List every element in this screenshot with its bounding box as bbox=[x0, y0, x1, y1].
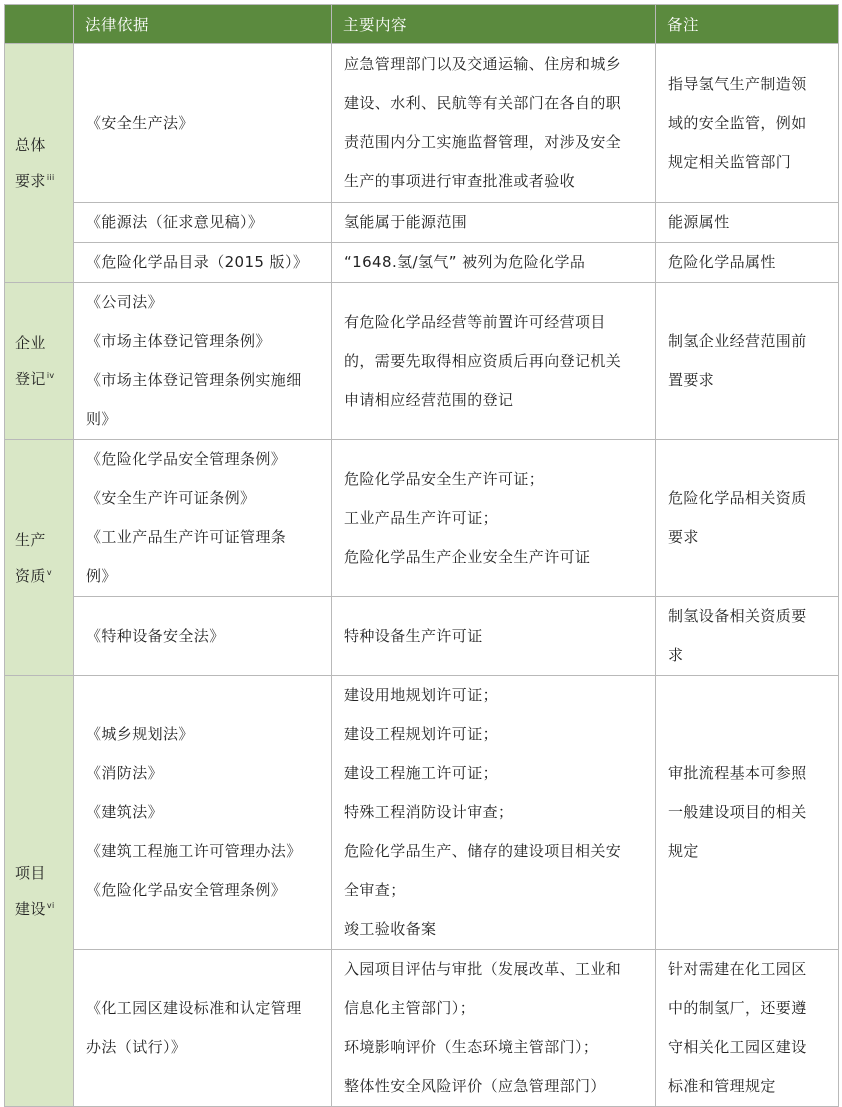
content-cell bbox=[332, 203, 656, 243]
content-line: 特种设备生产许可证 bbox=[344, 626, 483, 645]
category-label-line: 总体 bbox=[15, 136, 46, 154]
category-label-line: 生产 bbox=[15, 530, 46, 549]
law-line: 《工业产品生产许可证管理条 bbox=[86, 528, 287, 546]
content-line: 建设工程施工许可证； bbox=[344, 764, 499, 782]
law-line: 《建筑工程施工许可管理办法》 bbox=[86, 842, 302, 860]
category-cell bbox=[5, 676, 74, 1107]
law-line: 《安全生产许可证条例》 bbox=[86, 489, 256, 507]
header-remarks: 备注 bbox=[656, 5, 839, 44]
law-line: 《建筑法》 bbox=[86, 803, 164, 821]
law-line: 《市场主体登记管理条例》 bbox=[86, 332, 271, 350]
note-line: 标准和管理规定 bbox=[668, 1077, 776, 1095]
category-label-line: 登记$^{iv}$ bbox=[15, 370, 55, 388]
content-line: 生产的事项进行审查批准或者验收 bbox=[344, 172, 576, 190]
law-line: 办法（试行）》 bbox=[86, 1038, 187, 1056]
content-line: 全审查； bbox=[344, 881, 406, 899]
law-cell bbox=[74, 440, 332, 597]
law-line: 《能源法（征求意见稿）》 bbox=[86, 213, 264, 231]
note-line: 置要求 bbox=[668, 371, 715, 389]
note-line: 制氢企业经营范围前 bbox=[668, 332, 807, 350]
regulation-table bbox=[4, 4, 839, 1107]
note-line: 制氢设备相关资质要 bbox=[668, 607, 807, 625]
law-line: 《安全生产法》 bbox=[86, 113, 194, 132]
note-line: 危险化学品相关资质 bbox=[668, 489, 807, 507]
table-row bbox=[5, 283, 839, 440]
content-line: 环境影响评价（生态环境主管部门）； bbox=[344, 1038, 599, 1056]
content-line: 氢能属于能源范围 bbox=[344, 213, 468, 231]
law-line: 《城乡规划法》 bbox=[86, 725, 194, 743]
note-cell bbox=[656, 44, 839, 203]
law-line: 《危险化学品安全管理条例》 bbox=[86, 881, 287, 899]
table-row bbox=[5, 203, 839, 243]
content-line: 建设、水利、民航等有关部门在各自的职 bbox=[344, 94, 622, 112]
content-cell bbox=[332, 440, 656, 597]
note-cell bbox=[656, 440, 839, 597]
table-row bbox=[5, 597, 839, 676]
content-cell bbox=[332, 243, 656, 283]
law-cell bbox=[74, 243, 332, 283]
note-cell bbox=[656, 676, 839, 950]
category-label-line: 企业 bbox=[15, 334, 46, 352]
category-label-line: 项目 bbox=[15, 864, 46, 882]
law-line: 《危险化学品安全管理条例》 bbox=[86, 450, 287, 468]
content-line: 入园项目评估与审批（发展改革、工业和 bbox=[344, 960, 622, 978]
note-line: 指导氢气生产制造领 bbox=[668, 74, 807, 93]
content-line: 信息化主管部门）； bbox=[344, 999, 476, 1017]
law-line: 《消防法》 bbox=[86, 764, 164, 782]
category-cell bbox=[5, 283, 74, 440]
content-line: 整体性安全风险评价（应急管理部门） bbox=[344, 1077, 606, 1095]
footnote-marker: vi bbox=[46, 901, 55, 910]
law-cell bbox=[74, 676, 332, 950]
footnote-marker: iii bbox=[46, 173, 55, 182]
table-row bbox=[5, 676, 839, 950]
content-line: 危险化学品生产、储存的建设项目相关安 bbox=[344, 842, 622, 860]
content-cell bbox=[332, 44, 656, 203]
content-line: 建设工程规划许可证； bbox=[344, 725, 499, 743]
category-label-line: 建设$^{vi}$ bbox=[15, 900, 55, 918]
content-line: 的，需要先取得相应资质后再向登记机关 bbox=[344, 351, 622, 370]
note-line: 求 bbox=[668, 646, 684, 664]
note-cell bbox=[656, 283, 839, 440]
content-line: 责范围内分工实施监督管理，对涉及安全 bbox=[344, 133, 622, 151]
note-cell bbox=[656, 243, 839, 283]
header-law-basis: 法律依据 bbox=[74, 5, 332, 44]
header-main-content: 主要内容 bbox=[332, 5, 656, 44]
note-line: 域的安全监管，例如 bbox=[668, 113, 807, 132]
note-line: 要求 bbox=[668, 528, 699, 546]
law-cell bbox=[74, 203, 332, 243]
table-row bbox=[5, 243, 839, 283]
category-label-line: 资质$^v$ bbox=[15, 566, 52, 585]
category-cell bbox=[5, 440, 74, 676]
content-line: 特殊工程消防设计审查； bbox=[344, 803, 514, 821]
category-cell bbox=[5, 44, 74, 283]
law-cell bbox=[74, 950, 332, 1107]
content-line: 申请相应经营范围的登记 bbox=[344, 390, 514, 409]
law-line: 《化工园区建设标准和认定管理 bbox=[86, 999, 302, 1017]
content-line: 危险化学品安全生产许可证； bbox=[344, 469, 545, 488]
footnote-marker: iv bbox=[46, 371, 55, 380]
footnote-marker: v bbox=[46, 567, 52, 577]
note-cell bbox=[656, 597, 839, 676]
law-line: 《市场主体登记管理条例实施细 bbox=[86, 371, 302, 389]
content-line: 工业产品生产许可证； bbox=[344, 508, 499, 527]
law-line: 《危险化学品目录（2015 版）》 bbox=[86, 253, 309, 271]
law-cell bbox=[74, 597, 332, 676]
note-cell bbox=[656, 203, 839, 243]
header-category bbox=[5, 5, 74, 44]
note-line: 能源属性 bbox=[668, 213, 730, 231]
note-line: 审批流程基本可参照 bbox=[668, 764, 807, 782]
header-row bbox=[5, 5, 839, 44]
content-cell bbox=[332, 676, 656, 950]
note-line: 中的制氢厂，还要遵 bbox=[668, 999, 807, 1017]
table-row bbox=[5, 950, 839, 1107]
content-line: 建设用地规划许可证； bbox=[344, 686, 499, 704]
note-line: 规定 bbox=[668, 842, 699, 860]
law-cell bbox=[74, 283, 332, 440]
table-row bbox=[5, 440, 839, 597]
table-row bbox=[5, 44, 839, 203]
note-line: 危险化学品属性 bbox=[668, 253, 776, 271]
content-line: 竣工验收备案 bbox=[344, 920, 437, 938]
note-line: 规定相关监管部门 bbox=[668, 152, 792, 171]
note-line: 针对需建在化工园区 bbox=[668, 960, 807, 978]
content-line: 危险化学品生产企业安全生产许可证 bbox=[344, 547, 591, 566]
note-line: 守相关化工园区建设 bbox=[668, 1038, 807, 1056]
note-cell bbox=[656, 950, 839, 1107]
content-line: 应急管理部门以及交通运输、住房和城乡 bbox=[344, 55, 622, 73]
law-cell bbox=[74, 44, 332, 203]
content-line: “1648.氢/氢气” 被列为危险化学品 bbox=[344, 253, 586, 271]
content-cell bbox=[332, 950, 656, 1107]
law-line: 《特种设备安全法》 bbox=[86, 626, 225, 645]
law-line: 《公司法》 bbox=[86, 293, 164, 311]
law-line: 则》 bbox=[86, 410, 117, 428]
law-line: 例》 bbox=[86, 567, 117, 585]
content-cell bbox=[332, 597, 656, 676]
category-label-line: 要求$^{iii}$ bbox=[15, 172, 55, 190]
note-line: 一般建设项目的相关 bbox=[668, 803, 807, 821]
content-line: 有危险化学品经营等前置许可经营项目 bbox=[344, 312, 606, 331]
content-cell bbox=[332, 283, 656, 440]
